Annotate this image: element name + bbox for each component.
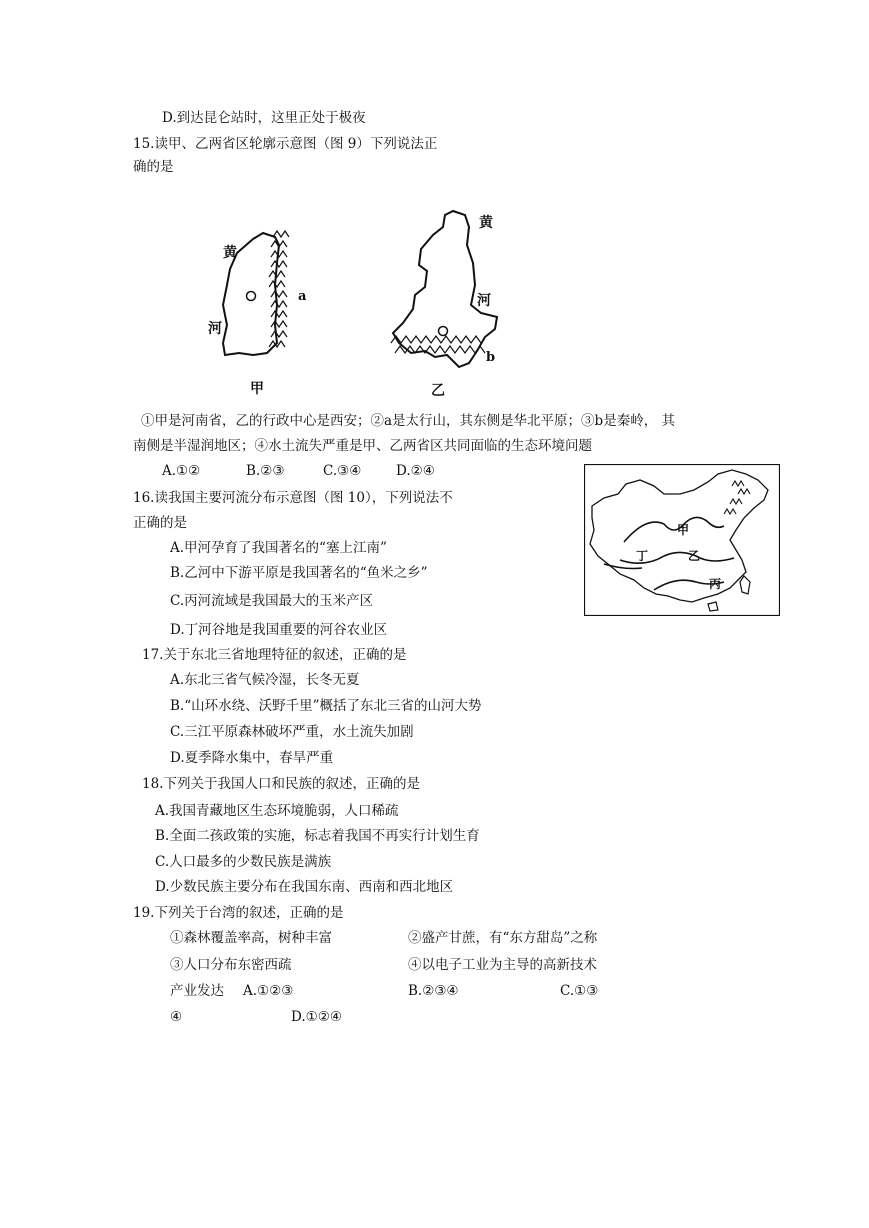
q15-option-c: C.③④ (323, 463, 362, 479)
label-a: a (298, 289, 307, 304)
label-he-jia: 河 (208, 321, 222, 337)
q16-option-b: B.乙河中下游平原是我国著名的“鱼米之乡” (170, 565, 428, 581)
label-huang-yi: 黄 (479, 215, 493, 231)
q18-option-d: D.少数民族主要分布在我国东南、西南和西北地区 (155, 879, 454, 895)
q19-option-d: D.①②④ (291, 1009, 342, 1025)
q18-option-a: A.我国青藏地区生态环境脆弱，人口稀疏 (155, 803, 399, 819)
q15-option-d: D.②④ (396, 463, 435, 479)
q16-stem-line2: 正确的是 (133, 515, 187, 531)
q15-option-a: A.①② (162, 463, 201, 479)
q16-stem-line1: 16.读我国主要河流分布示意图（图 10），下列说法不 (133, 490, 453, 506)
map-label-yi: 乙 (688, 549, 701, 563)
q16-option-d: D.丁河谷地是我国重要的河谷农业区 (170, 622, 388, 638)
q15-option-b: B.②③ (246, 463, 285, 479)
q19-statement-4-part1: ④以电子工业为主导的高新技术 (408, 957, 597, 973)
q18-option-c: C.人口最多的少数民族是满族 (155, 854, 332, 870)
label-huang-jia: 黄 (223, 245, 237, 261)
q17-option-b: B.“山环水绕、沃野千里”概括了东北三省的山河大势 (170, 698, 482, 714)
label-he-yi: 河 (477, 293, 491, 309)
q16-option-a: A.甲河孕育了我国著名的“塞上江南” (170, 540, 387, 556)
mountain-range-b (391, 336, 485, 353)
q15-statements-line1: ①甲是河南省，乙的行政中心是西安；②a是太行山，其东侧是华北平原；③b是秦岭， 其 (141, 413, 675, 429)
map-frame (585, 465, 780, 616)
q16-option-c: C.丙河流域是我国最大的玉米产区 (170, 593, 374, 609)
map-label-bing: 丙 (709, 577, 722, 591)
q14-option-d: D.到达昆仑站时，这里正处于极夜 (162, 110, 366, 126)
q19-option-b: B.②③④ (408, 983, 459, 999)
q17-option-d: D.夏季降水集中，春旱严重 (170, 750, 334, 766)
figure-10-china-rivers-map (584, 464, 780, 616)
q15-stem-line2: 确的是 (133, 159, 174, 175)
map-label-jia: 甲 (677, 523, 690, 537)
q19-statement-1: ①森林覆盖率高，树种丰富 (170, 930, 332, 946)
q19-statement-3: ③人口分布东密西疏 (170, 957, 292, 973)
q17-option-c: C.三江平原森林破坏严重，水土流失加剧 (170, 724, 414, 740)
q17-option-a: A.东北三省气候冷湿，长冬无夏 (170, 672, 360, 688)
q19-stem: 19.下列关于台湾的叙述，正确的是 (133, 905, 344, 921)
capital-marker-yi (439, 327, 448, 336)
q19-option-c-part1: C.①③ (560, 983, 599, 999)
q15-statements-line2: 南侧是半湿润地区；④水土流失严重是甲、乙两省区共同面临的生态环境问题 (133, 438, 592, 454)
figure-9-jia (205, 225, 310, 400)
q15-stem-line1: 15.读甲、乙两省区轮廓示意图（图 9）下列说法正 (133, 136, 438, 152)
q19-option-c-part2: ④ (170, 1009, 183, 1025)
capital-marker-jia (247, 292, 256, 301)
q17-stem: 17.关于东北三省地理特征的叙述，正确的是 (142, 647, 407, 663)
q18-stem: 18.下列关于我国人口和民族的叙述，正确的是 (142, 776, 420, 792)
q19-statement-2: ②盛产甘蔗，有“东方甜岛”之称 (408, 930, 598, 946)
figure-9-yi (385, 205, 505, 400)
q19-statement-4-part2: 产业发达 (170, 983, 224, 999)
map-label-ding: 丁 (636, 549, 649, 563)
caption-yi: 乙 (431, 383, 445, 399)
caption-jia: 甲 (250, 381, 264, 397)
q18-option-b: B.全面二孩政策的实施，标志着我国不再实行计划生育 (155, 828, 480, 844)
q19-option-a: A.①②③ (243, 983, 294, 999)
yi-outline (393, 211, 497, 367)
label-b: b (486, 350, 496, 365)
